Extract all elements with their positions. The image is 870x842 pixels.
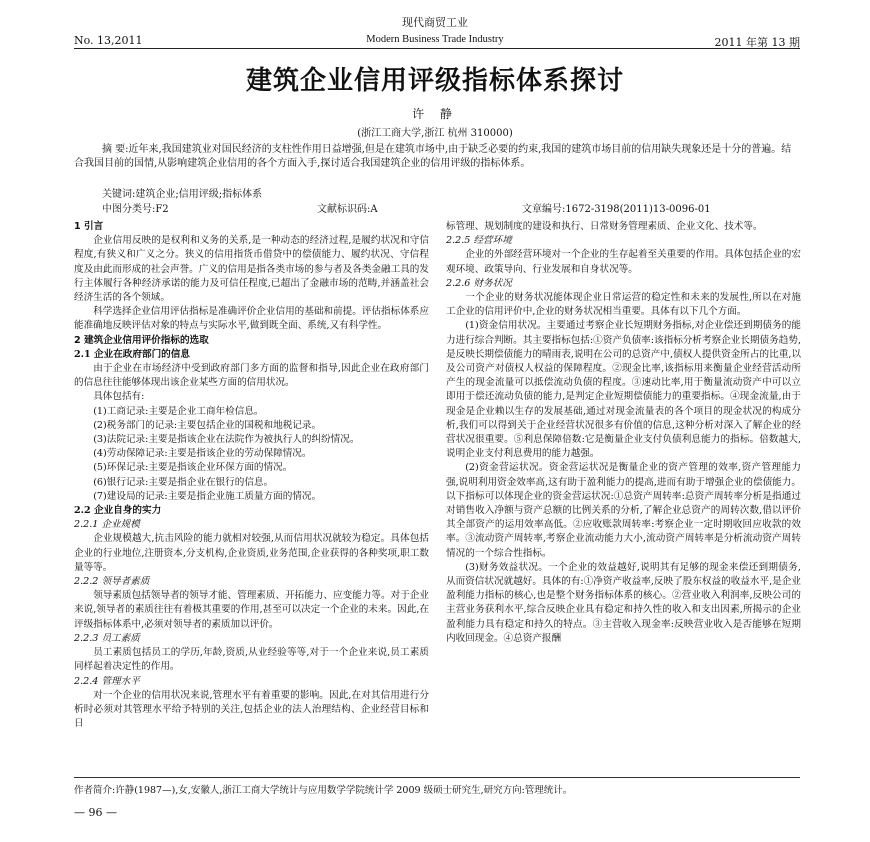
left-column: [74, 220, 429, 731]
paragraph: 对一个企业的信用状况来说,管理水平有着重要的影响。因此,在对其信用进行分析时必须对其管理水平给予特别的关注,包括企业的法人治理结构、企业经营目标和日: [74, 689, 429, 730]
paragraph: (3)法院记录:主要是指该企业在法院作为被执行人的纠纷情况。: [93, 434, 360, 446]
paragraph: (1)工商记录:主要是企业工商年检信息。: [93, 405, 264, 417]
subsection-heading: 2.1 企业在政府部门的信息: [74, 348, 190, 360]
paragraph: 由于企业在市场经济中受到政府部门多方面的监督和指导,因此企业在政府部门的信息往往能够体现出该企业某些方面的信用状况。: [74, 363, 429, 389]
issue-year: 2011 年第 13 期: [714, 36, 800, 49]
paragraph: 企业信用反映的是权利和义务的关系,是一种动态的经济过程,是履约状况和守信程度,有狭义和广义之分。狭义的信用指货币借贷中的偿债能力、履约状况、守信程度及由此而形成的社会声誉。广义的信用是指各类市场的参与者及各类金融工具的发行主体履行各种经济承诺的能力及可信任程度,已超出了金融市场的范畴,并涵盖社会经济生活的各个领域。: [74, 235, 429, 304]
paragraph: (1)资金信用状况。主要通过考察企业长短期财务指标,对企业偿还到期债务的能力进行综合判断。其主要指标包括:①资产负债率:该指标分析考察企业长期债务趋势,是反映长期偿债能力的晴雨表,说明在公司的总资产中,债权人提供资金所占的比重,以及公司资产对债权人权益的保障程度。②现金比率,该指标用来衡量企业经营活动所产生的现金流量可以抵偿流动负债的程度。③速动比率,用于衡量流动资产中可以立即用于偿还流动负债的能力,是判定企业短期偿债能力的重要指标。④现金流量,由于现金是企业赖以生存的发展基础,通过对现金流量表的各个项目的现金状况的构成分析,我们可以得到关于企业经营状况很多有价值的信息,这种分析对深入了解企业的经营状况很重要。⑤利息保障倍数:它是衡量企业支付负债利息能力的指标。倍数越大,说明企业支付利息费用的能力越强。: [446, 320, 801, 460]
paragraph: (7)建设局的记录:主要是指企业施工质量方面的情况。: [93, 490, 322, 502]
paragraph: 科学选择企业信用评估指标是准确评价企业信用的基础和前提。评估指标体系应能准确地反映评估对象的特点与实际水平,做到既全面、系统,又有科学性。: [74, 306, 429, 332]
document-code: 文献标识码:A: [317, 204, 378, 215]
article-author: 许 静: [412, 107, 458, 121]
subsection-heading: 2.2.6 财务状况: [446, 277, 512, 289]
paragraph: (2)税务部门的记录:主要包括企业的国税和地税记录。: [93, 419, 322, 431]
paragraph: 具体包括有:: [93, 391, 145, 403]
article-title: 建筑企业信用评级指标体系探讨: [245, 66, 624, 96]
paragraph: (3)财务效益状况。一个企业的效益越好,说明其有足够的现金来偿还到期债务,从而资信状况就越好。具体的有:①净资产收益率,反映了股东权益的收益水平,是企业盈利能力指标的核心,也是整个财务指标体系的核心。②营业收入利润率,反映公司的主营业务获利水平,综合反映企业具有稳定和持久性的收入和支出因素,所揭示的企业盈利能力具有稳定和持久的特点。③主营收入现金率:反映营业收入是否能够在短期内收回现金。④总资产报酬: [446, 561, 801, 644]
issue-number: No. 13,2011: [74, 34, 143, 47]
paragraph: 一个企业的财务状况能体现企业日常运营的稳定性和未来的发展性,所以在对施工企业的信用评价中,企业的财务状况相当重要。具体有以下几个方面。: [446, 292, 801, 318]
footnote-rule: [74, 777, 800, 778]
section-heading: 2 建筑企业信用评价指标的选取: [74, 334, 209, 346]
paragraph: 员工素质包括员工的学历,年龄,资质,从业经验等等,对于一个企业来说,员工素质同样起着决定性的作用。: [74, 647, 429, 673]
subsection-heading: 2.2.5 经营环境: [446, 235, 512, 247]
paragraph: (6)银行记录:主要是指企业在银行的信息。: [93, 476, 274, 488]
subsection-heading: 2.2.4 管理水平: [74, 675, 140, 687]
author-affiliation: (浙江工商大学,浙江 杭州 310000): [357, 128, 513, 139]
section-heading: 1 引言: [74, 221, 104, 232]
paragraph: 企业规模越大,抗击风险的能力就相对较强,从而信用状况就较为稳定。具体包括企业的行业地位,注册资本,分支机构,企业资质,业务范围,企业获得的各种奖项,职工数量等等。: [74, 533, 429, 573]
keywords: 关键词:建筑企业;信用评级;指标体系: [102, 189, 263, 200]
subsection-heading: 2.2.3 员工素质: [74, 632, 140, 644]
header-rule: [74, 48, 800, 49]
journal-name-en: Modern Business Trade Industry: [366, 34, 504, 45]
paragraph: 标管理、规划制度的建设和执行、日常财务管理素质、企业文化、技术等。: [446, 221, 763, 232]
subsection-heading: 2.2.1 企业规模: [74, 519, 140, 531]
paragraph: (5)环保记录:主要是指该企业环保方面的情况。: [93, 462, 293, 474]
article-number: 文章编号:1672-3198(2011)13-0096-01: [522, 204, 711, 215]
paragraph: 企业的外部经营环境对一个企业的生存起着至关重要的作用。具体包括企业的宏观环境、政策导向、行业发展和自身状况等。: [446, 249, 801, 275]
paragraph: (2)资金营运状况。资金营运状况是衡量企业的资产管理的效率,资产管理能力强,说明利用资金效率高,这有助于盈利能力的提高,进而有助于增强企业的偿债能力。以下指标可以体现企业的资金营运状况:①总资产周转率:总资产周转率分析是指通过对销售收入净额与资产总额的比例关系的分析,了解企业总资产的周转次数,借以评价其全部资产的运用效率高低。②应收账款周转率:考察企业一定时期收回应收款的效率。③流动资产周转率,考察企业流动能力大小,流动资产周转率是分析流动资产周转情况的一个综合性指标。: [446, 462, 801, 559]
paragraph: 领导素质包括领导者的领导才能、管理素质、开拓能力、应变能力等。对于企业来说,领导者的素质往往有着极其重要的作用,甚至可以决定一个企业的未来。因此,在评级指标体系中,必须对领导者的素质加以评价。: [74, 590, 429, 630]
page-number: — 96 —: [74, 806, 117, 819]
right-column: [446, 220, 801, 646]
subsection-heading: 2.2 企业自身的实力: [74, 505, 162, 517]
paragraph: (4)劳动保障记录:主要是指该企业的劳动保障情况。: [93, 448, 312, 460]
journal-name-cn: 现代商贸工业: [402, 16, 468, 29]
author-footnote: 作者简介:许静(1987—),女,安徽人,浙江工商大学统计与应用数学学院统计学 2009 级硕士研究生,研究方向:管理统计。: [74, 785, 573, 796]
abstract: 摘 要:近年来,我国建筑业对国民经济的支柱性作用日益增强,但是在建筑市场中,由于缺乏必要的约束,我国的建筑市场目前的信用缺失现象还是十分的普遍。结合我国目前的国情,从影响建筑企业信用的各个方面入手,探讨适合我国建筑企业的信用评级的指标体系。: [74, 144, 792, 169]
subsection-heading: 2.2.2 领导者素质: [74, 576, 150, 588]
clc-number: 中图分类号:F2: [102, 204, 169, 215]
